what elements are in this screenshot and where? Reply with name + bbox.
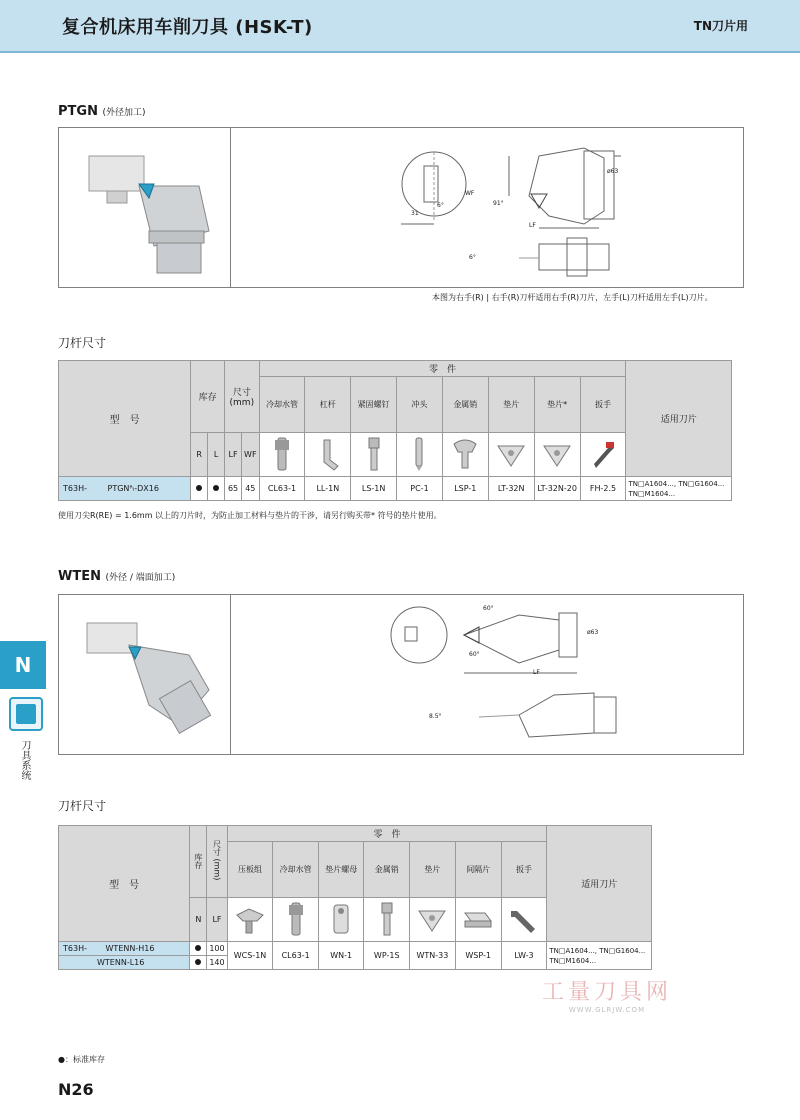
screw-icon [351,433,397,477]
part-lever: 杠杆 [305,377,351,433]
insert-line-2: TN□M1604... [628,489,676,498]
value-lever: LL-1N [305,477,351,501]
ptgn-section-title [58,104,146,119]
part-shim-nut: 垫片螺母 [318,842,364,898]
wten-dimension-drawing [379,605,739,750]
sub-l: L [208,433,225,477]
coolant-pipe-2-icon [273,898,319,942]
shim-icon [488,433,534,477]
insert-line-1: TN□A1604..., TN□G1604... [628,479,725,488]
value-shim-star: LT-32N-20 [534,477,580,501]
ptgn-tool-image [79,146,219,276]
watermark-url: WWW.GLRJW.COM [568,1006,646,1014]
wten-col-parts: 零 件 [227,826,547,842]
value-clamp-set: WCS-1N [227,942,273,970]
part-shim: 垫片 [488,377,534,433]
wten-desc: (外径 / 端面加工) [105,573,176,583]
wten-col-insert: 适用刀片 [547,826,652,942]
wten-model-1: WTENN-H16 [105,944,155,953]
watermark-text: 工量刀具网 [541,980,672,1005]
ptgn-spec-table [58,360,732,501]
part-wrench: 扳手 [580,377,626,433]
ptgn-footnote: 使用刀尖R(RE) = 1.6mm 以上的刀片时，为防止加工材料与垫片的干涉，请另行购买带* 符号的垫片使用。 [58,511,442,520]
sub-r: R [191,433,208,477]
part-metal-pin: 金属销 [442,377,488,433]
part-shim-star: 垫片* [534,377,580,433]
value-screw: LS-1N [351,477,397,501]
dim-91deg: 91° [493,200,504,207]
part-screw: 紧固螺钉 [351,377,397,433]
stock-legend: ●：标准库存 [58,1055,105,1064]
header-category: TN刀片用 [693,19,748,33]
dim-60deg-a: 60° [483,605,494,612]
wten-col-dim: 尺寸 (mm) [207,826,227,898]
wten-prefix: T63H- [63,944,87,953]
wten-stock-2 [190,956,207,970]
metal-pin-2-icon [364,898,410,942]
page-header [0,0,800,53]
part-wrench-2: 扳手 [501,842,547,898]
stock-r [191,477,208,501]
part-punch: 冲头 [397,377,443,433]
col-model: 型 号 [59,361,191,477]
wten-tool-image [79,615,219,745]
value-metal-pin: LSP-1 [442,477,488,501]
punch-icon [397,433,443,477]
sub-wf: WF [242,433,260,477]
shim-2-icon [410,898,456,942]
tool-system-icon [9,697,43,731]
clamp-set-icon [227,898,273,942]
model-prefix: T63H- [63,484,87,493]
wten-sub-lf: LF [207,898,227,942]
col-stock: 库存 [191,361,225,433]
value-shim-2: WTN-33 [410,942,456,970]
value-coolant-pipe: CL63-1 [259,477,305,501]
part-coolant-pipe: 冷却水管 [259,377,305,433]
value-lf: 65 [225,477,242,501]
wten-code: WTEN [58,569,101,584]
value-punch: PC-1 [397,477,443,501]
ptgn-illustration [58,127,744,288]
wten-section-title [58,569,175,584]
ptgn-dimension-drawing [389,136,749,286]
dim-wf: WF [465,190,475,197]
wten-sub-n: N [190,898,207,942]
part-coolant-pipe-2: 冷却水管 [273,842,319,898]
value-shim: LT-32N [488,477,534,501]
value-shim-nut: WN-1 [318,942,364,970]
page-number: N26 [58,1080,94,1099]
wten-insert-line-1: TN□A1604..., TN□G1604... [549,946,646,955]
wten-illustration [58,594,744,755]
wten-model-2: WTENN-L16 [97,958,145,967]
table-row-model [59,477,191,501]
site-watermark [537,975,677,1014]
value-wf: 45 [242,477,260,501]
value-coolant-pipe-2: CL63-1 [273,942,319,970]
shim-nut-icon [318,898,364,942]
wten-row-1-model [59,942,190,956]
dim-60deg-b: 60° [469,651,480,658]
wten-lf-1: 100 [207,942,227,956]
wten-col-model: 型 号 [59,826,190,942]
spacer-icon [455,898,501,942]
value-metal-pin-2: WP-1S [364,942,410,970]
dim-lf: LF [529,222,536,229]
ptgn-hand-note: 本图为右手(R) | 右手(R)刀杆适用右手(R)刀片，左手(L)刀杆适用左手(L)刀片。 [432,293,713,302]
value-wrench: FH-2.5 [580,477,626,501]
wten-spec-table [58,825,652,970]
wten-row-2-model [59,956,190,970]
wten-insert-line-2: TN□M1604... [549,956,597,965]
hex-wrench-icon [501,898,547,942]
page-title: 复合机床用车削刀具 (HSK-T) [62,17,313,38]
sub-lf: LF [225,433,242,477]
col-insert: 适用刀片 [626,361,732,477]
lever-icon [305,433,351,477]
dim-6deg: 6° [437,202,444,209]
wten-lf-2: 140 [207,956,227,970]
shim-star-icon [534,433,580,477]
part-clamp-set: 压板组 [227,842,273,898]
dim-d63-b: ø63 [587,629,599,636]
col-dim: 尺寸 (mm) [225,361,259,433]
wten-col-stock: 库存 [190,826,207,898]
part-metal-pin-2: 金属销 [364,842,410,898]
ptgn-table-heading: 刀杆尺寸 [58,336,107,350]
value-wrench-2: LW-3 [501,942,547,970]
dim-8-5deg: 8.5° [429,713,442,720]
wrench-icon [580,433,626,477]
dim-31: 31 [411,210,419,217]
ptgn-desc: (外径加工) [102,108,146,118]
wten-value-insert [547,942,652,970]
value-spacer: WSP-1 [455,942,501,970]
metal-pin-icon [442,433,488,477]
dim-d63: ø63 [607,168,619,175]
ptgn-code: PTGN [58,104,98,119]
col-parts: 零 件 [259,361,626,377]
dim-6deg-b: 6° [469,254,476,261]
part-spacer: 间隔片 [455,842,501,898]
model-code: PTGNᴿₗ-DX16 [107,484,159,493]
part-shim-2: 垫片 [410,842,456,898]
wten-stock-1 [190,942,207,956]
dim-lf-b: LF [533,669,540,676]
coolant-pipe-icon [259,433,305,477]
wten-table-heading: 刀杆尺寸 [58,799,107,813]
stock-l [208,477,225,501]
side-label: 刀具系统 [19,740,30,780]
value-insert [626,477,732,501]
section-tab-n[interactable]: N [0,641,46,689]
